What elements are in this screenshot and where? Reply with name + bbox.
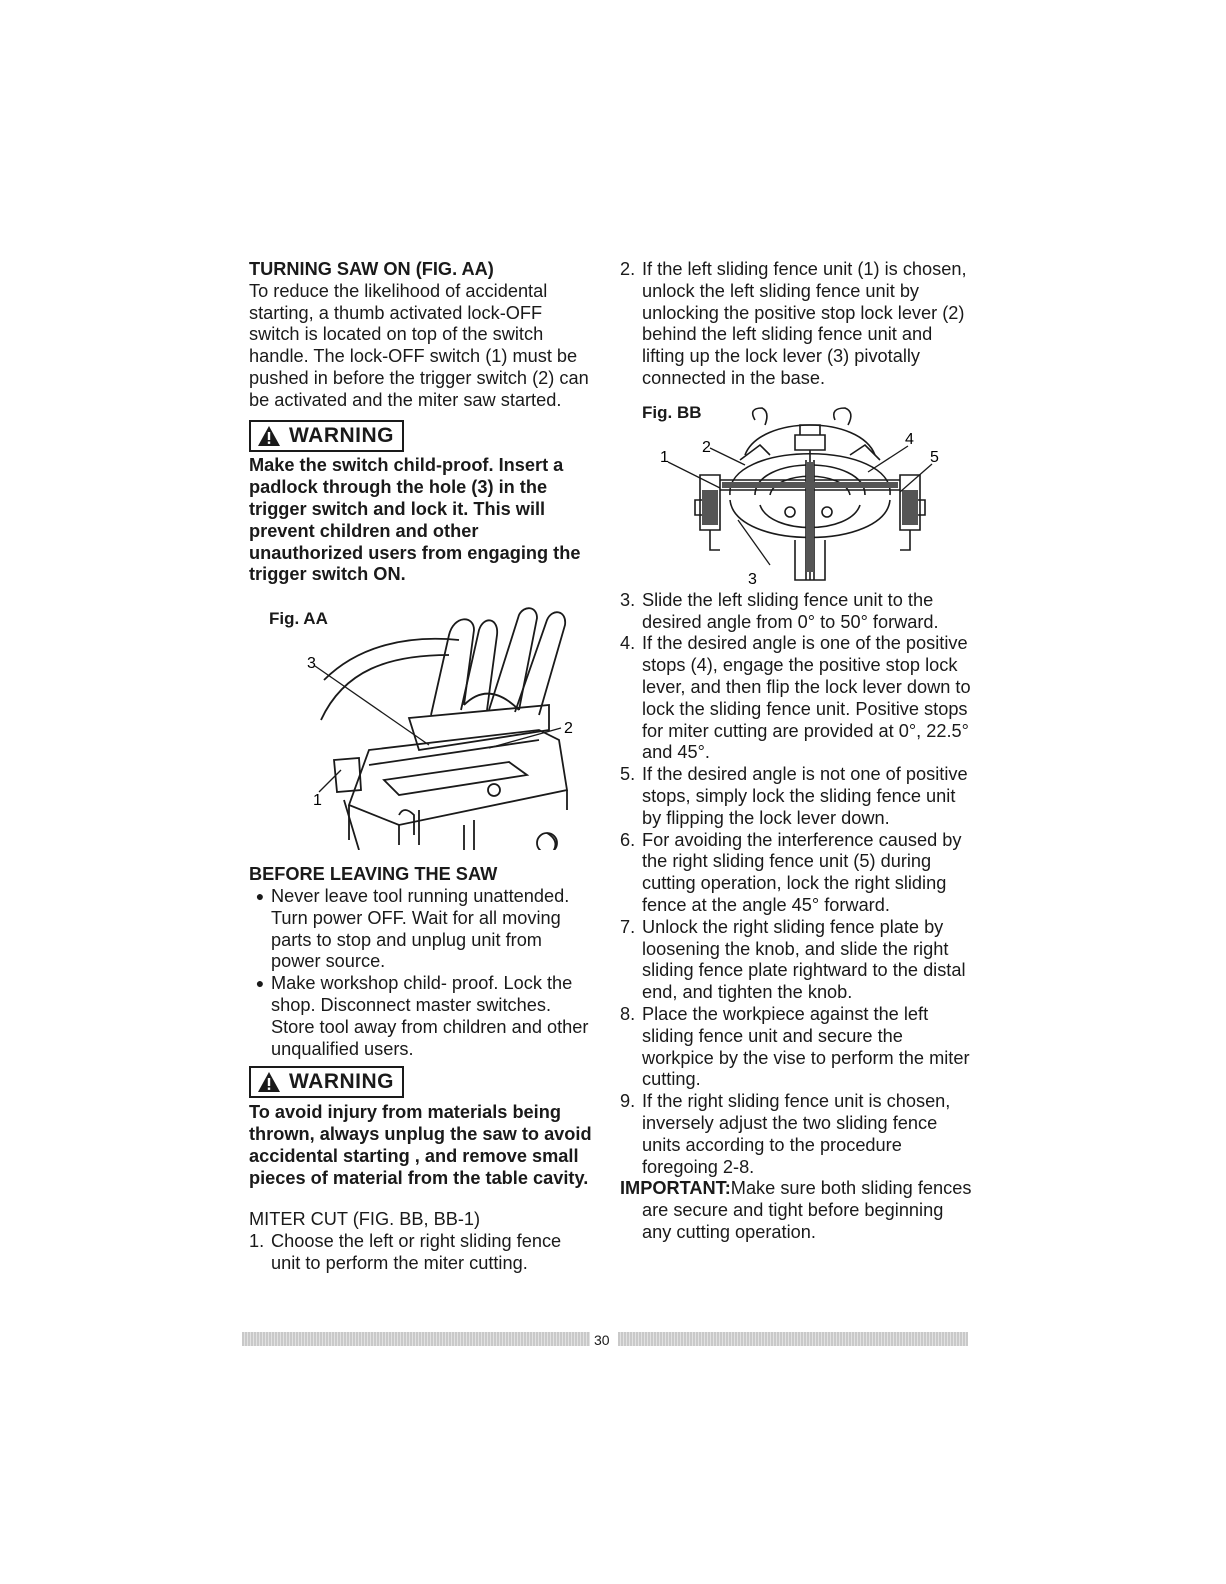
- list-item: [249, 973, 594, 1060]
- left-column: [249, 259, 594, 1275]
- figure-bb-label: Fig. BB: [642, 402, 702, 422]
- step-number: 4.: [620, 633, 636, 654]
- important-label: IMPORTANT:: [620, 1178, 731, 1199]
- step-number: 8.: [620, 1003, 636, 1024]
- step-number: 3.: [620, 589, 636, 610]
- page-number: 30: [594, 1332, 610, 1348]
- warning-2-label-box: [249, 1066, 404, 1098]
- fig-bb-callout-3: 3: [748, 570, 757, 588]
- step-text: Unlock the right sliding fence plate by loosening the knob, and slide the right sliding fence plate rightward to the distal end, and tighten the knob.: [642, 916, 966, 1003]
- list-item: [620, 1091, 972, 1178]
- miter-cut-heading: MITER CUT (FIG. BB, BB-1): [249, 1209, 481, 1230]
- step-text: If the desired angle is not one of positive stops, simply lock the sliding fence unit by flipping the lock lever down.: [642, 764, 968, 828]
- fig-bb-callout-2: 2: [702, 438, 711, 456]
- before-leaving-heading: BEFORE LEAVING THE SAW: [249, 864, 498, 885]
- warning-2: [249, 1066, 594, 1099]
- list-item: [620, 830, 972, 917]
- right-column: [620, 259, 972, 1244]
- fig-bb-callout-5: 5: [930, 448, 939, 466]
- list-item: [620, 917, 972, 1004]
- list-item: [249, 886, 594, 973]
- step-text: Choose the left or right sliding fence unit to perform the miter cutting.: [271, 1231, 562, 1273]
- step-number: 1.: [249, 1231, 265, 1252]
- step-text: If the left sliding fence unit (1) is chosen, unlock the left sliding fence unit by unlocking the positive stop lock lever (2) behind the left sliding fence unit and lifting up the lock lever (3) pivotally connected in the base.: [642, 259, 967, 388]
- list-item: [620, 633, 972, 764]
- fig-bb-miter-fence-illustration: [620, 400, 972, 590]
- step-text: Slide the left sliding fence unit to the desired angle from 0° to 50° forward.: [642, 589, 939, 632]
- warning-triangle-icon: [257, 1071, 281, 1093]
- warning-1-label: WARNING: [289, 423, 394, 447]
- step-text: Place the workpiece against the left sliding fence unit and secure the workpice by the vise to perform the miter cutting.: [642, 1003, 970, 1090]
- warning-2-text: To avoid injury from materials being thrown, always unplug the saw to avoid accidental starting , and remove small pieces of material from the table cavity.: [249, 1102, 592, 1188]
- fig-aa-callout-2: 2: [564, 720, 573, 738]
- step-text: For avoiding the interference caused by the right sliding fence unit (5) during cutting operation, lock the right sliding fence at the angle 45° forward.: [642, 829, 962, 915]
- step-number: 9.: [620, 1091, 636, 1112]
- fig-bb-callout-4: 4: [905, 430, 914, 448]
- step-text: If the right sliding fence unit is chosen, inversely adjust the two sliding fence units according to the procedure foregoing 2-8.: [642, 1091, 951, 1177]
- fig-aa-callout-1: 1: [313, 792, 322, 810]
- list-item: [249, 1231, 594, 1275]
- important-note: [620, 1178, 972, 1243]
- step-number: 2.: [620, 259, 636, 279]
- turning-saw-on-heading: TURNING SAW ON (FIG. AA): [249, 259, 494, 279]
- warning-1-label-box: [249, 420, 404, 452]
- step-number: 5.: [620, 764, 636, 785]
- step-number: 7.: [620, 916, 636, 937]
- bullet-icon: ●: [255, 887, 265, 904]
- warning-1-text: Make the switch child-proof. Insert a padlock through the hole (3) in the trigger switch and lock it. This will prevent children and other unauthorized users from engaging the trigger switch ON.: [249, 455, 581, 585]
- step-text: If the desired angle is one of the positive stops (4), engage the positive stop lock lever, and then flip the lock lever down to lock the sliding fence unit. Positive stops for miter cutting are provided at 0°, 22.5° and 45°.: [642, 633, 971, 763]
- figure-bb: [620, 400, 972, 590]
- list-item: [620, 259, 972, 390]
- important-text: Make sure both sliding fences are secure and tight before beginning any cutting operation.: [642, 1178, 972, 1242]
- bullet-text: Never leave tool running unattended. Turn power OFF. Wait for all moving parts to stop and unplug unit from power source.: [271, 885, 570, 972]
- list-item: [620, 1004, 972, 1091]
- warning-2-label: WARNING: [289, 1070, 394, 1094]
- fig-aa-callout-3: 3: [307, 655, 316, 673]
- list-item: [620, 764, 972, 829]
- figure-aa-label: Fig. AA: [269, 609, 328, 629]
- figure-aa: [249, 600, 594, 850]
- step-number: 6.: [620, 829, 636, 850]
- fig-bb-callout-1: 1: [660, 448, 669, 466]
- turning-saw-on-text: To reduce the likelihood of accidental starting, a thumb activated lock-OFF switch is located on top of the switch handle. The lock-OFF switch (1) must be pushed in before the trigger switch (2) can be activated and the miter saw started.: [249, 280, 589, 410]
- warning-1: [249, 420, 594, 453]
- bullet-text: Make workshop child- proof. Lock the shop. Disconnect master switches. Store tool away from children and other unqualified users.: [271, 973, 589, 1059]
- warning-triangle-icon: [257, 425, 281, 447]
- bullet-icon: ●: [255, 975, 265, 992]
- list-item: [620, 590, 972, 634]
- fig-aa-switch-handle-illustration: [249, 600, 594, 850]
- footer-rule-right: [618, 1332, 968, 1346]
- footer-rule-left: [242, 1332, 590, 1346]
